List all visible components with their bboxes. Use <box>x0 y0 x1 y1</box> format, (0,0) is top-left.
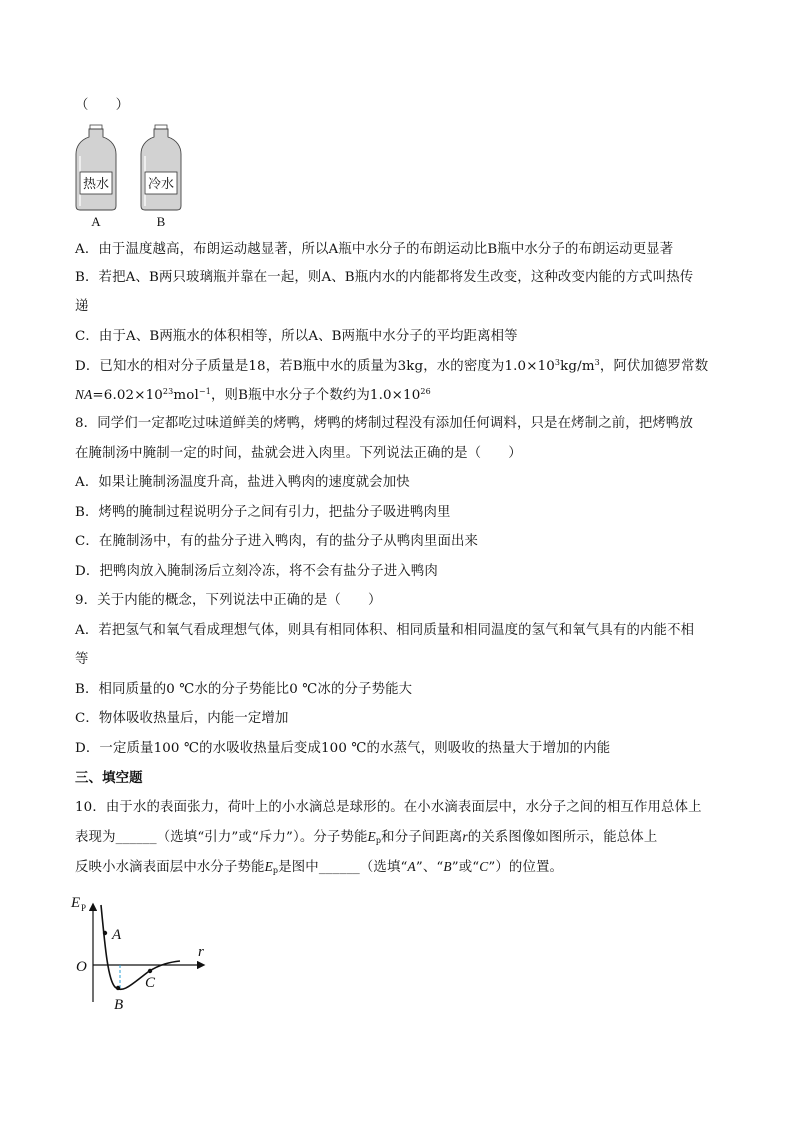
potential-energy-graph <box>68 892 218 1017</box>
q9-option-d: D．一定质量100 ℃的水吸收热量后变成100 ℃的水蒸气，则吸收的热量大于增加的内能 <box>75 741 611 756</box>
bottle-a <box>76 125 116 229</box>
q7-option-c: C．由于A、B两瓶水的体积相等，所以A、B两瓶中水分子的平均距离相等 <box>75 329 518 344</box>
q7-option-b-line1: B．若把A、B两只玻璃瓶并靠在一起，则A、B瓶内水的内能都将发生改变，这种改变内能的方式叫热传 <box>75 270 694 285</box>
bottles-figure <box>72 122 202 232</box>
q9-option-a-line2: 等 <box>75 652 89 667</box>
bottle-a-caption: A <box>91 214 101 229</box>
bottle-b-label: 冷水 <box>147 177 175 192</box>
q7-option-d-line2: $NA=6.02\times 10^{23}mol^{-1}$，则B瓶中水分子个数约为$1.0\times 10^{26}$ <box>75 387 431 403</box>
q8-option-a: A．如果让腌制汤温度升高，盐进入鸭肉的速度就会加快 <box>75 475 410 490</box>
q7-option-a: A．由于温度越高，布朗运动越显著，所以A瓶中水分子的布朗运动比B瓶中水分子的布朗运动更显著 <box>75 242 674 257</box>
bottle-a-label: 热水 <box>82 177 110 192</box>
point-b-dot <box>116 986 120 990</box>
q10-line1: 10．由于水的表面张力，荷叶上的小水滴总是球形的。在小水滴表面层中，水分子之间的相互作用总体上 <box>75 800 702 815</box>
q8-option-b: B．烤鸭的腌制过程说明分子之间有引力，把盐分子吸进鸭肉里 <box>75 505 451 520</box>
q7-option-d-line1: D．已知水的相对分子质量是18，若B瓶中水的质量为3kg，水的密度为$1.0\times 10^3kg/m^3$，阿伏加德罗常数 <box>75 358 709 374</box>
q9-option-b: B．相同质量的0 ℃水的分子势能比0 ℃冰的分子势能大 <box>75 682 413 697</box>
x-axis-label: r <box>198 944 204 960</box>
y-axis-label: E <box>71 895 81 911</box>
q8-option-d: D．把鸭肉放入腌制汤后立刻冷冻，将不会有盐分子进入鸭肉 <box>75 564 438 579</box>
ep-curve <box>101 905 180 989</box>
section-title: 三、填空题 <box>75 770 143 786</box>
q9-option-a-line1: A．若把氢气和氧气看成理想气体，则具有相同体积、相同质量和相同温度的氢气和氧气具有的内能不相 <box>75 623 695 638</box>
y-axis-subscript: P <box>81 903 87 913</box>
q8-stem-line2: 在腌制汤中腌制一定的时间，盐就会进入肉里。下列说法正确的是（ ） <box>75 446 522 461</box>
q10-line2: 表现为______（选填“引力”或“斥力”）。分子势能$E_p$和分子间距离r的关系图像如图所示，能总体上 <box>75 829 658 845</box>
point-b-label: B <box>114 997 124 1013</box>
q7-option-b-line2: 递 <box>75 299 89 314</box>
point-c-label: C <box>145 975 156 991</box>
q9-stem: 9．关于内能的概念，下列说法中正确的是（ ） <box>75 593 382 608</box>
point-a-label: A <box>112 927 122 943</box>
point-a-dot <box>103 931 107 935</box>
q9-option-c: C．物体吸收热量后，内能一定增加 <box>75 711 289 726</box>
q10-line3: 反映小水滴表面层中水分子势能$E_p$是图中______（选填“A”、“B”或“C”）的位置。 <box>75 859 564 875</box>
bottle-b <box>141 125 181 229</box>
q7-answer-paren: （ ） <box>75 98 130 113</box>
point-c-dot <box>148 969 152 973</box>
bottle-b-caption: B <box>156 214 166 229</box>
q8-stem-line1: 8．同学们一定都吃过味道鲜美的烤鸭，烤鸭的烤制过程没有添加任何调料，只是在烤制之前，把烤鸭放 <box>75 416 693 431</box>
q8-option-c: C．在腌制汤中，有的盐分子进入鸭肉，有的盐分子从鸭肉里面出来 <box>75 534 479 549</box>
origin-label: O <box>76 959 87 975</box>
